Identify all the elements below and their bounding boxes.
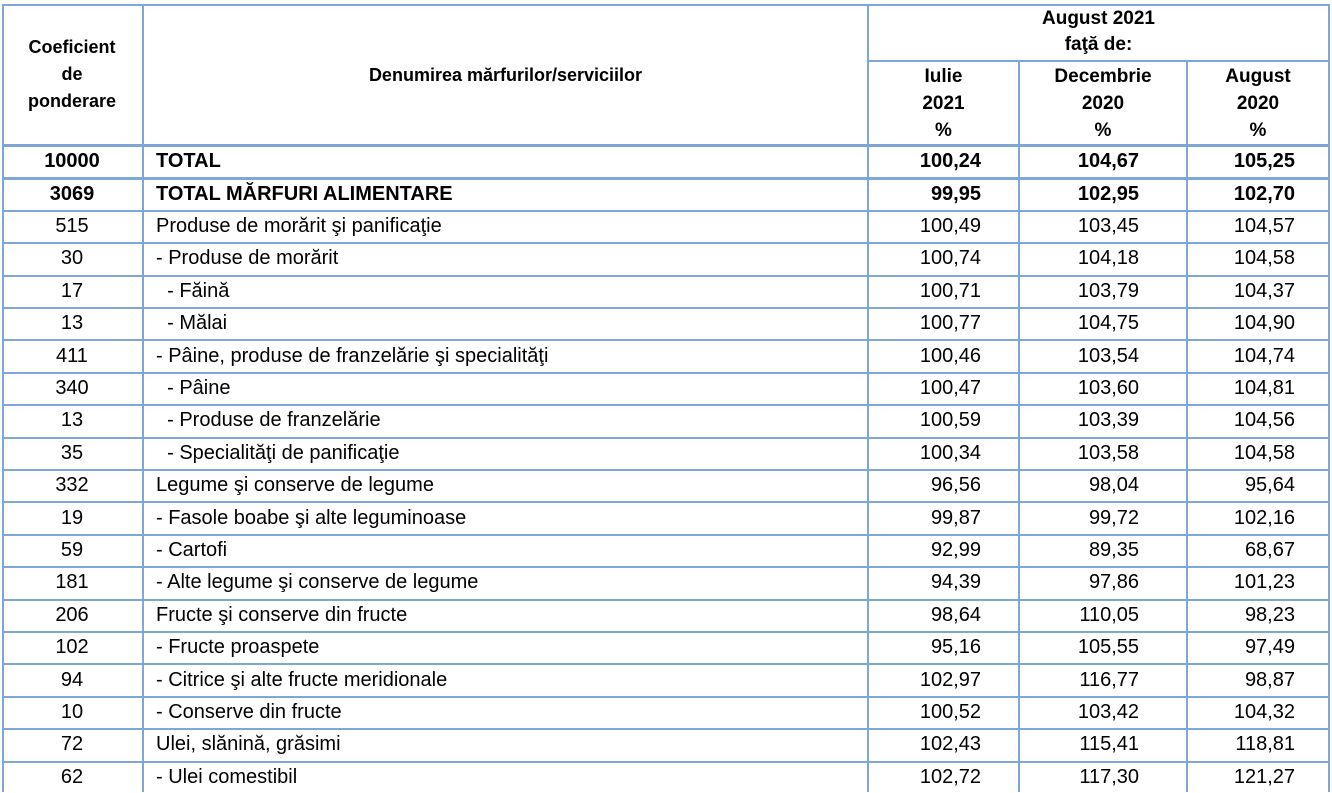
name-cell: - Produse de morărit <box>156 247 339 270</box>
col-header-line: 2020 <box>1236 92 1280 114</box>
col-header-july <box>869 62 1018 144</box>
value-july-cell: 94,39 <box>930 571 981 594</box>
value-august-cell: 121,27 <box>1233 765 1295 788</box>
name-cell: - Ulei comestibil <box>156 765 298 788</box>
col-header-line: % <box>1094 119 1112 141</box>
value-july-cell: 100,47 <box>919 376 981 399</box>
value-july-cell: 99,95 <box>930 182 981 205</box>
coef-cell: 72 <box>60 733 84 756</box>
name-cell: - Făină <box>156 279 230 302</box>
value-august-cell: 104,90 <box>1233 312 1295 335</box>
value-december-cell: 103,79 <box>1077 279 1139 302</box>
value-august-cell: 101,23 <box>1233 571 1295 594</box>
row-separator <box>2 144 1330 147</box>
value-august-cell: 105,25 <box>1233 150 1295 173</box>
name-cell: - Alte legume şi conserve de legume <box>156 571 479 594</box>
value-july-cell: 100,52 <box>919 700 981 723</box>
value-december-cell: 103,45 <box>1077 214 1139 237</box>
coef-cell: 17 <box>60 279 84 302</box>
coef-cell: 332 <box>55 474 89 497</box>
value-july-cell: 100,74 <box>919 247 981 270</box>
value-august-cell: 104,57 <box>1233 214 1295 237</box>
col-header-line: % <box>1249 119 1267 141</box>
row-separator <box>2 339 1330 341</box>
value-december-cell: 104,75 <box>1077 312 1139 335</box>
coef-cell: 35 <box>60 441 84 464</box>
row-separator <box>2 631 1330 633</box>
col-header-line: 2020 <box>1081 92 1125 114</box>
name-cell: - Cartofi <box>156 538 228 561</box>
value-december-cell: 89,35 <box>1088 538 1139 561</box>
coef-cell: 181 <box>55 571 89 594</box>
value-july-cell: 102,43 <box>919 733 981 756</box>
group-header-line: August 2021 <box>1042 8 1155 29</box>
value-july-cell: 100,46 <box>919 344 981 367</box>
name-cell: TOTAL MĂRFURI ALIMENTARE <box>156 182 453 205</box>
coef-cell: 13 <box>60 312 84 335</box>
row-separator <box>2 404 1330 406</box>
row-separator <box>2 210 1330 212</box>
name-cell: - Fasole boabe şi alte leguminoase <box>156 506 467 529</box>
value-august-cell: 104,32 <box>1233 700 1295 723</box>
coef-cell: 62 <box>60 765 84 788</box>
row-separator <box>2 177 1330 180</box>
value-august-cell: 98,87 <box>1244 668 1295 691</box>
coef-cell: 10000 <box>44 150 100 173</box>
name-cell: - Produse de franzelărie <box>156 409 381 432</box>
value-july-cell: 100,59 <box>919 409 981 432</box>
value-august-cell: 95,64 <box>1244 474 1295 497</box>
value-july-cell: 98,64 <box>930 603 981 626</box>
value-july-cell: 100,49 <box>919 214 981 237</box>
name-cell: Ulei, slănină, grăsimi <box>156 733 341 756</box>
value-december-cell: 103,54 <box>1077 344 1139 367</box>
value-august-cell: 104,56 <box>1233 409 1295 432</box>
coef-header-line: Coeficient <box>28 37 116 57</box>
col-header-line: Decembrie <box>1054 65 1152 87</box>
value-december-cell: 116,77 <box>1079 668 1139 691</box>
value-august-cell: 104,81 <box>1233 376 1295 399</box>
coef-cell: 59 <box>60 538 84 561</box>
value-august-cell: 102,16 <box>1233 506 1295 529</box>
value-december-cell: 104,18 <box>1077 247 1139 270</box>
value-december-cell: 103,58 <box>1077 441 1139 464</box>
coef-cell: 411 <box>56 344 88 367</box>
grid-line <box>1328 4 1330 792</box>
name-cell: Fructe şi conserve din fructe <box>156 603 408 626</box>
value-december-cell: 97,86 <box>1088 571 1139 594</box>
coef-cell: 340 <box>55 376 89 399</box>
coef-cell: 515 <box>55 214 89 237</box>
row-separator <box>2 372 1330 374</box>
coef-cell: 30 <box>60 247 84 270</box>
value-december-cell: 98,04 <box>1088 474 1139 497</box>
group-header <box>869 5 1328 59</box>
coef-cell: 3069 <box>49 182 95 205</box>
row-separator <box>2 501 1330 503</box>
value-august-cell: 102,70 <box>1233 182 1295 205</box>
value-august-cell: 68,67 <box>1244 538 1295 561</box>
value-july-cell: 100,34 <box>919 441 981 464</box>
row-separator <box>2 437 1330 439</box>
name-cell: - Pâine <box>156 376 231 399</box>
value-july-cell: 95,16 <box>930 636 981 659</box>
value-december-cell: 117,30 <box>1079 765 1139 788</box>
value-december-cell: 105,55 <box>1077 636 1139 659</box>
value-august-cell: 104,74 <box>1233 344 1295 367</box>
value-july-cell: 100,24 <box>919 150 981 173</box>
value-december-cell: 103,60 <box>1077 376 1139 399</box>
group-header-line: faţă de: <box>1064 34 1133 55</box>
value-july-cell: 100,71 <box>919 279 981 302</box>
col-header-line: 2021 <box>922 92 965 114</box>
value-december-cell: 102,95 <box>1077 182 1139 205</box>
row-separator <box>2 242 1330 244</box>
value-december-cell: 103,39 <box>1077 409 1139 432</box>
row-separator <box>2 663 1330 665</box>
value-july-cell: 100,77 <box>919 312 981 335</box>
grid-line <box>142 4 144 792</box>
col-header-line: Iulie <box>924 65 963 87</box>
row-separator <box>2 566 1330 568</box>
row-separator <box>2 534 1330 536</box>
row-separator <box>2 728 1330 730</box>
name-cell: - Mălai <box>156 312 228 335</box>
col-header-december <box>1020 62 1186 144</box>
value-july-cell: 102,97 <box>919 668 981 691</box>
coef-cell: 10 <box>60 700 84 723</box>
name-cell: - Fructe proaspete <box>156 636 320 659</box>
row-separator <box>2 761 1330 763</box>
value-august-cell: 104,37 <box>1233 279 1295 302</box>
name-cell: Produse de morărit şi panificaţie <box>156 214 442 237</box>
row-separator <box>2 307 1330 309</box>
row-separator <box>2 469 1330 471</box>
name-cell: - Conserve din fructe <box>156 700 342 723</box>
row-separator <box>2 599 1330 601</box>
coef-cell: 94 <box>60 668 84 691</box>
coef-cell: 102 <box>55 636 89 659</box>
value-august-cell: 118,81 <box>1235 733 1295 756</box>
name-cell: - Citrice şi alte fructe meridionale <box>156 668 448 691</box>
value-july-cell: 99,87 <box>930 506 981 529</box>
value-december-cell: 110,05 <box>1079 603 1139 626</box>
value-december-cell: 115,41 <box>1079 733 1139 756</box>
coef-header-line: ponderare <box>27 91 117 111</box>
value-december-cell: 99,72 <box>1088 506 1139 529</box>
value-july-cell: 102,72 <box>919 765 981 788</box>
name-cell: TOTAL <box>156 150 221 173</box>
value-august-cell: 104,58 <box>1233 247 1295 270</box>
col-header-line: August <box>1225 65 1291 87</box>
coef-header <box>2 32 142 117</box>
name-cell: - Specialităţi de panificaţie <box>156 441 400 464</box>
name-header <box>144 60 867 90</box>
row-separator <box>2 275 1330 277</box>
coef-header-line: de <box>61 64 83 84</box>
name-cell: Legume şi conserve de legume <box>156 474 434 497</box>
name-cell: - Pâine, produse de franzelărie şi specialităţi <box>156 344 549 367</box>
coef-cell: 19 <box>60 506 84 529</box>
coef-cell: 13 <box>60 409 84 432</box>
name-header-label: Denumirea mărfurilor/serviciilor <box>368 64 643 85</box>
value-december-cell: 104,67 <box>1077 150 1139 173</box>
value-august-cell: 98,23 <box>1244 603 1295 626</box>
coef-cell: 206 <box>55 603 89 626</box>
value-december-cell: 103,42 <box>1077 700 1139 723</box>
row-separator <box>2 696 1330 698</box>
col-header-line: % <box>935 119 952 141</box>
value-july-cell: 96,56 <box>930 474 981 497</box>
value-august-cell: 97,49 <box>1244 636 1295 659</box>
col-header-august <box>1188 62 1328 144</box>
value-august-cell: 104,58 <box>1233 441 1295 464</box>
value-july-cell: 92,99 <box>930 538 981 561</box>
